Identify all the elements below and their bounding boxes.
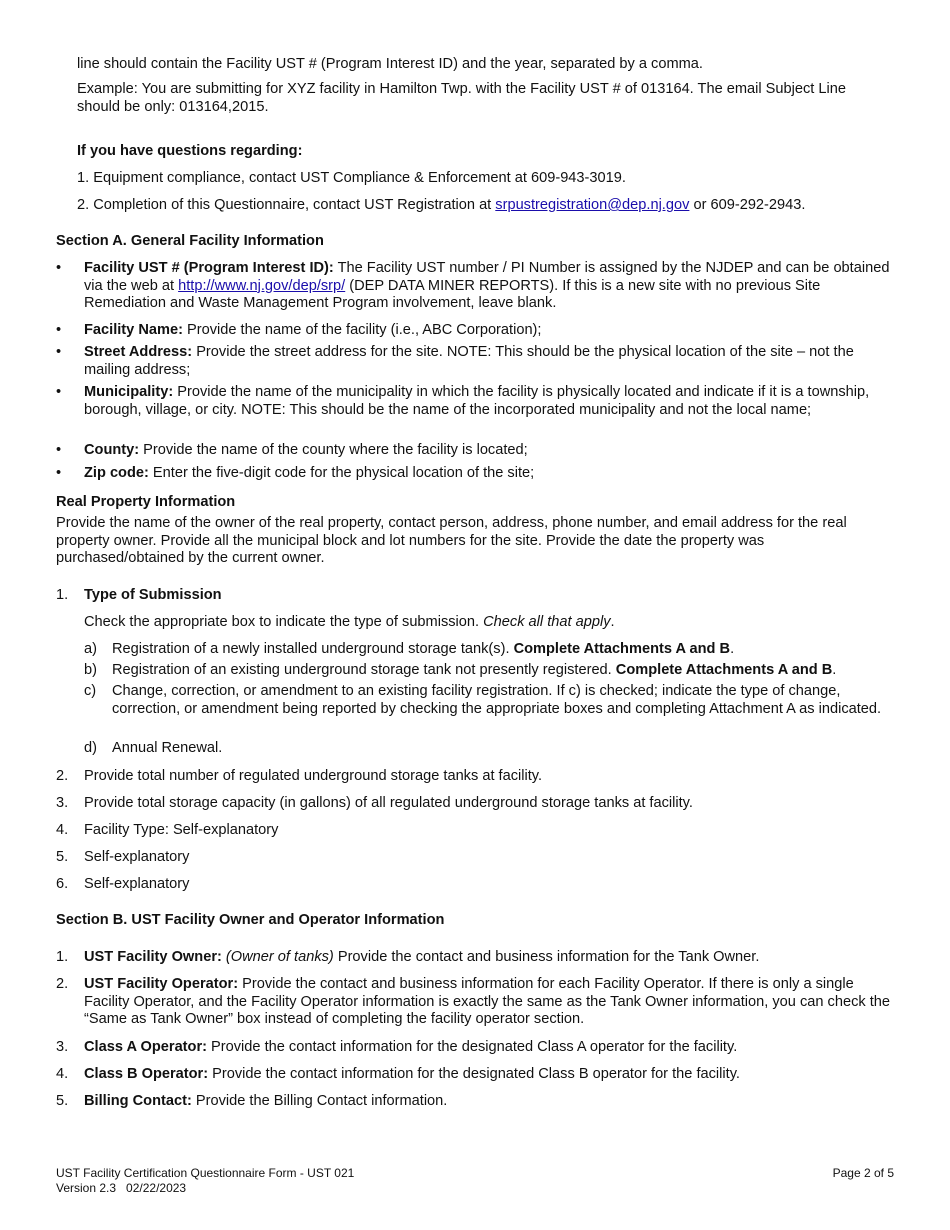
bullet-text: Enter the five-digit code for the physical location of the site;	[148, 465, 535, 481]
real-property-text: Provide the name of the owner of the real property, contact person, address, phone number, and email address for the real property owner. Provide all the municipal block and lot numbers for the site. Provide the date the property was purchased/obtained by the current owner.	[56, 515, 847, 566]
bullet-text: Provide the name of the municipality in which the facility is physically located and indicate if it is a township, borough, village, or city. NOTE: This should be the name of the incorporated municipality and not the local name;	[84, 384, 870, 418]
sub-item-text: Registration of an existing underground storage tank not presently registered.	[112, 662, 616, 678]
intro-example: Example: You are submitting for XYZ facility in Hamilton Twp. with the Facility UST # of 013164. The email Subject Line should be only: 013164,2015.	[77, 81, 846, 115]
sub-item-letter: b)	[84, 662, 97, 678]
item-text: Provide the contact information for the designated Class A operator for the facility.	[207, 1039, 738, 1055]
footer-page-number: Page 2 of 5	[832, 1166, 894, 1180]
sub-item-letter: d)	[84, 740, 97, 756]
item-label: Class B Operator:	[84, 1066, 209, 1082]
bullet-label: Zip code:	[84, 465, 149, 481]
bullet-icon: •	[56, 260, 62, 276]
bullet-icon: •	[56, 322, 62, 338]
questions-item-2	[77, 197, 890, 215]
intro-line: line should contain the Facility UST # (Program Interest ID) and the year, separated by a comma.	[77, 56, 703, 72]
item-italic: (Owner of tanks)	[221, 949, 334, 965]
bullet-text: Provide the name of the county where the facility is located;	[139, 442, 528, 458]
item-number: 4.	[56, 1066, 69, 1082]
item-text: Provide the contact and business information for the Tank Owner.	[333, 949, 760, 965]
item-number: 4.	[56, 822, 69, 838]
item-text: Provide total storage capacity (in gallons) of all regulated underground storage tanks at facility.	[84, 795, 693, 811]
bullet-label: Municipality:	[84, 384, 174, 400]
bullet-label: Facility UST # (Program Interest ID):	[84, 260, 334, 276]
bullet-text: The Facility UST number / PI Number is assigned by the NJDEP and can be obtained via the web at	[84, 260, 890, 294]
item-text: Facility Type: Self-explanatory	[84, 822, 279, 838]
item-text: Provide total number of regulated underground storage tanks at facility.	[84, 768, 543, 784]
item-number: 1.	[56, 587, 69, 603]
bullet-label: Street Address:	[84, 344, 193, 360]
bullet-icon: •	[56, 344, 62, 360]
item-number: 5.	[56, 849, 69, 865]
item-number: 3.	[56, 795, 69, 811]
instruction-end: .	[610, 614, 615, 630]
nj-dep-srp-link[interactable]: http://www.nj.gov/dep/srp/	[178, 277, 346, 294]
item-number: 6.	[56, 876, 69, 892]
section-b-heading: Section B. UST Facility Owner and Operator Information	[56, 912, 445, 928]
sub-item-letter: a)	[84, 641, 97, 657]
item-text: Provide the Billing Contact information.	[191, 1093, 448, 1109]
bullet-label: Facility Name:	[84, 322, 183, 338]
item-text: Provide the contact and business information for each Facility Operator. If there is only a single Facility Operator, and the Facility Operator information is exactly the same as the Tank Owner information, you can check the “Same as Tank Owner” box instead of completing the facility operator section.	[84, 976, 891, 1027]
registration-email-link[interactable]: srpustregistration@dep.nj.gov	[495, 197, 690, 213]
item-title: Type of Submission	[84, 587, 222, 603]
sub-item-bold: Complete Attachments A and B	[513, 641, 731, 657]
submission-instruction	[84, 614, 898, 632]
item-text: Provide the contact information for the designated Class B operator for the facility.	[208, 1066, 740, 1082]
bullet-label: County:	[84, 442, 140, 458]
item-number: 2.	[56, 768, 69, 784]
questions-item-2-prefix: 2. Completion of this Questionnaire, contact UST Registration at	[77, 197, 496, 213]
sub-item-end: .	[832, 662, 837, 678]
item-label: UST Facility Owner:	[84, 949, 222, 965]
bullet-text: Provide the name of the facility (i.e., ABC Corporation);	[182, 322, 542, 338]
bullet-icon: •	[56, 384, 62, 400]
bullet-icon: •	[56, 442, 62, 458]
footer-version: Version 2.3 02/22/2023	[56, 1181, 187, 1195]
sub-item-end: .	[730, 641, 735, 657]
item-number: 1.	[56, 949, 69, 965]
sub-item-text: Annual Renewal.	[112, 740, 223, 756]
page-footer	[56, 1166, 894, 1196]
questions-item-2-suffix: or 609-292-2943.	[689, 197, 806, 213]
instruction-text: Check the appropriate box to indicate the type of submission.	[84, 614, 484, 630]
bullet-text: Provide the street address for the site. NOTE: This should be the physical location of the site – not the mailing address;	[84, 344, 854, 378]
item-label: UST Facility Operator:	[84, 976, 239, 992]
item-number: 5.	[56, 1093, 69, 1109]
item-number: 3.	[56, 1039, 69, 1055]
footer-form-name: UST Facility Certification Questionnaire Form - UST 021	[56, 1166, 355, 1180]
questions-heading: If you have questions regarding:	[77, 143, 303, 159]
bullet-text: (DEP DATA MINER REPORTS). If this is a new site with no previous Site Remediation and Waste Management Program involvement, leave blank.	[84, 277, 821, 311]
instruction-italic: Check all that apply	[483, 614, 611, 630]
questions-item-1: 1. Equipment compliance, contact UST Compliance & Enforcement at 609-943-3019.	[77, 170, 626, 186]
item-label: Billing Contact:	[84, 1093, 192, 1109]
sub-item-text: Change, correction, or amendment to an existing facility registration. If c) is checked; indicate the type of change, correction, or amendment being reported by checking the appropriate boxes and completing Attachment A as indicated.	[112, 683, 882, 717]
sub-item-bold: Complete Attachments A and B	[615, 662, 833, 678]
sub-item-text: Registration of a newly installed underground storage tank(s).	[112, 641, 514, 657]
bullet-icon: •	[56, 465, 62, 481]
item-number: 2.	[56, 976, 69, 992]
item-label: Class A Operator:	[84, 1039, 207, 1055]
item-text: Self-explanatory	[84, 876, 190, 892]
real-property-heading: Real Property Information	[56, 494, 236, 510]
sub-item-letter: c)	[84, 683, 97, 699]
section-a-heading: Section A. General Facility Information	[56, 233, 324, 249]
item-text: Self-explanatory	[84, 849, 190, 865]
